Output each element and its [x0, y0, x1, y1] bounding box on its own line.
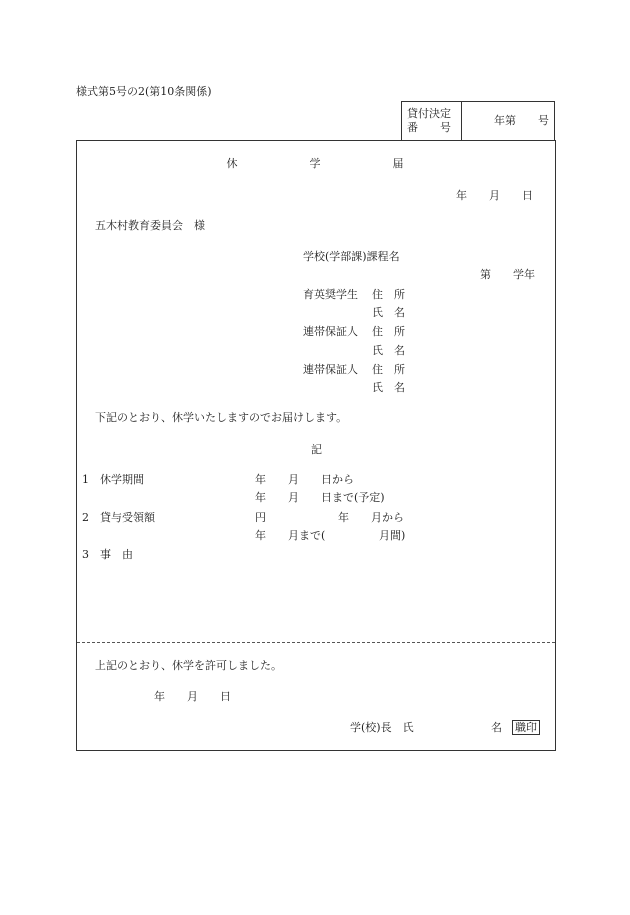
- addressee: 五木村教育委員会 様: [95, 219, 205, 232]
- item1-label: 休学期間: [100, 473, 144, 486]
- box-divider: [461, 102, 462, 140]
- ki-heading: 記: [311, 443, 322, 456]
- guarantor2-address-field[interactable]: 住 所: [372, 363, 405, 376]
- principal-name-char: 名: [491, 721, 502, 734]
- approval-date-field[interactable]: 年 月 日: [154, 690, 231, 703]
- title-char-3: 届: [392, 157, 404, 170]
- item2-label: 貸与受領額: [100, 511, 155, 524]
- guarantor2-label: 連帯保証人: [303, 363, 358, 376]
- loan-decision-label-line2: 番 号: [407, 121, 451, 134]
- item1-number: 1: [82, 473, 89, 486]
- loan-decision-number-box: [401, 101, 555, 140]
- student-label: 育英奨学生: [303, 288, 358, 301]
- guarantor1-label: 連帯保証人: [303, 325, 358, 338]
- official-seal: 職印: [512, 720, 540, 735]
- student-name-field[interactable]: 氏 名: [372, 306, 405, 319]
- loan-until-field[interactable]: 年 月まで(: [255, 529, 326, 542]
- leave-start-field[interactable]: 年 月 日から: [255, 473, 354, 486]
- official-seal-box: [512, 720, 540, 735]
- loan-amount-field[interactable]: 円: [255, 511, 266, 524]
- item3-label: 事 由: [100, 548, 133, 561]
- guarantor2-name-field[interactable]: 氏 名: [372, 381, 405, 394]
- principal-signer-label: 学(校)長 氏: [350, 721, 414, 734]
- item3-number: 3: [82, 548, 89, 561]
- approval-separator: [77, 642, 555, 643]
- guarantor1-address-field[interactable]: 住 所: [372, 325, 405, 338]
- loan-decision-label-line1: 貸付決定: [407, 107, 451, 120]
- approval-text: 上記のとおり、休学を許可しました。: [95, 659, 282, 672]
- item2-number: 2: [82, 511, 89, 524]
- submission-date-field[interactable]: 年 月 日: [456, 189, 533, 202]
- leave-end-field[interactable]: 年 月 日まで(予定): [255, 491, 385, 504]
- student-address-field[interactable]: 住 所: [372, 288, 405, 301]
- guarantor1-name-field[interactable]: 氏 名: [372, 344, 405, 357]
- loan-decision-number-field[interactable]: 年第 号: [494, 114, 549, 127]
- form-title: [0, 157, 630, 171]
- form-number-label: 様式第5号の2(第10条関係): [76, 85, 212, 98]
- grade-field[interactable]: 第 学年: [480, 268, 535, 281]
- school-course-label: 学校(学部課)課程名: [303, 250, 400, 263]
- notice-text: 下記のとおり、休学いたしますのでお届けします。: [95, 411, 348, 424]
- loan-months-field[interactable]: 月間): [379, 529, 406, 542]
- loan-from-field[interactable]: 年 月から: [338, 511, 404, 524]
- title-char-1: 休: [226, 157, 238, 170]
- title-char-2: 学: [309, 157, 321, 170]
